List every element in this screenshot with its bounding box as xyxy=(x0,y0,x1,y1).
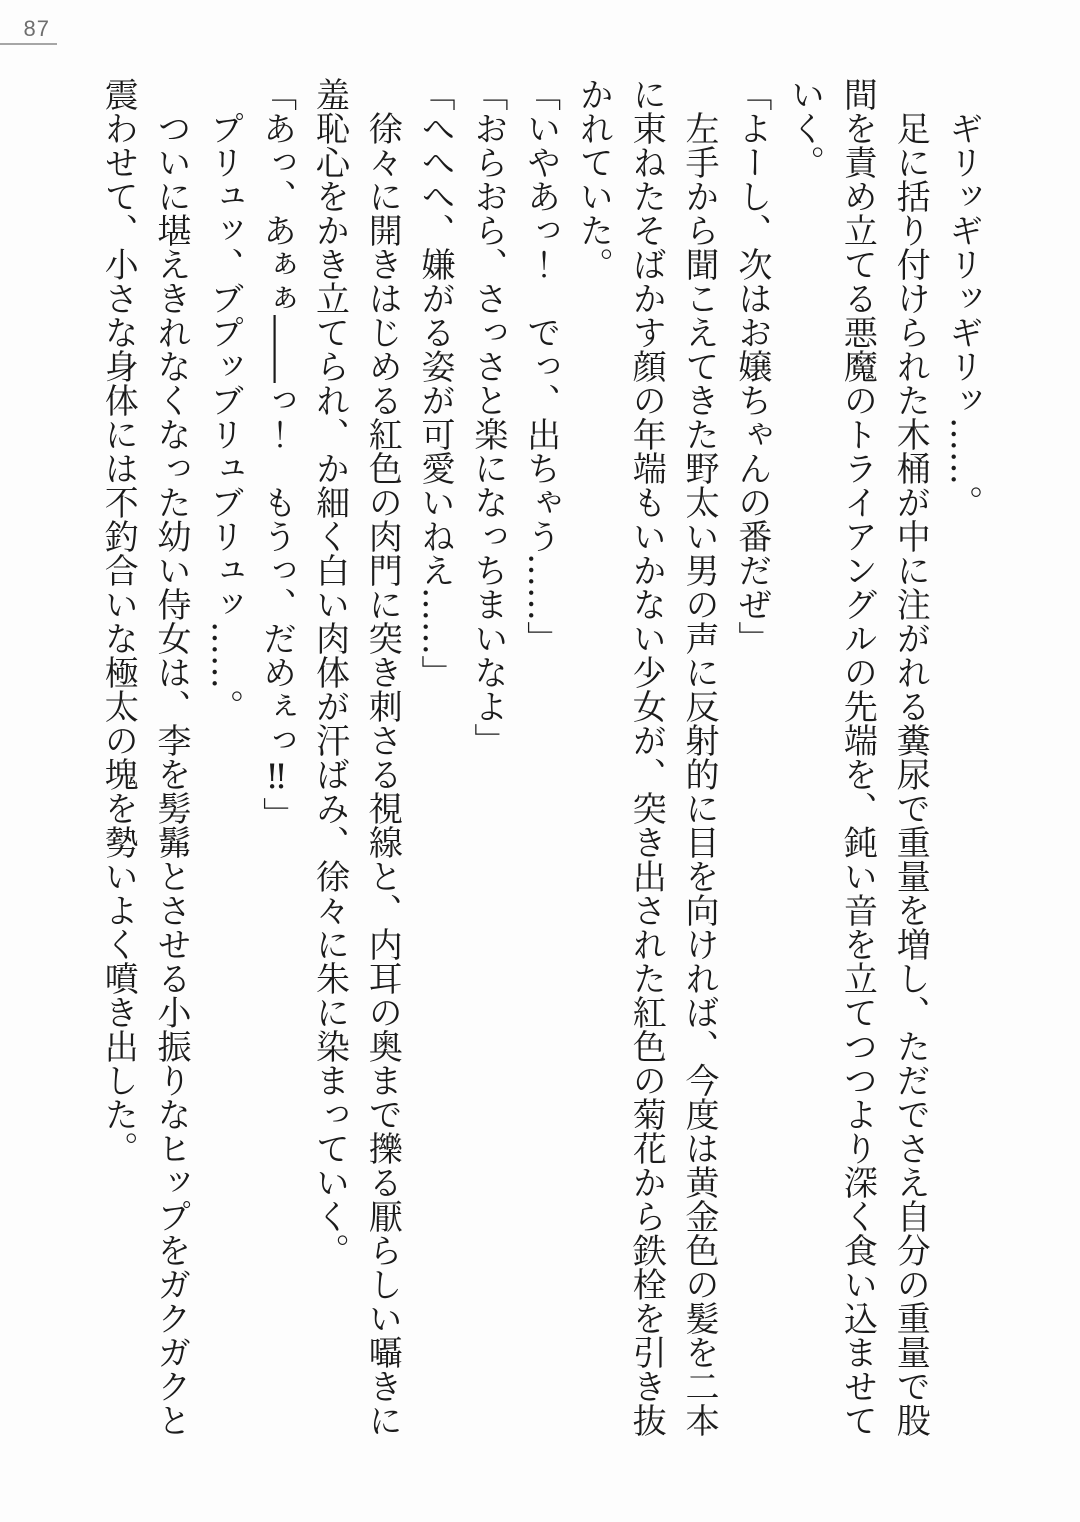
text-line: 「いやあっ！ でっ、出ちゃう……」 xyxy=(520,77,561,655)
text-line: 「おらおら、さっさと楽になっちまいなよ」 xyxy=(467,77,508,757)
text-line: かれていた。 xyxy=(573,77,614,281)
text-line: プリュッ、ブプッブリュブリュッ……。 xyxy=(203,111,244,723)
text-line: ついに堪えきれなくなった幼い侍女は、李を髣髴とさせる小振りなヒップをガクガクと xyxy=(151,111,192,1437)
text-line: 震わせて、小さな身体には不釣合いな極太の塊を勢いよく噴き出した。 xyxy=(98,77,139,1165)
text-line: いく。 xyxy=(784,77,825,179)
text-line: に束ねたそばかす顔の年端もいかない少女が、突き出された紅色の菊花から鉄栓を引き抜 xyxy=(626,77,667,1437)
page-number-text: 87 xyxy=(23,16,50,41)
text-line: 「あっ、あぁぁ――っ！ もうっ、だめぇっ‼」 xyxy=(256,77,297,831)
text-line: 左手から聞こえてきた野太い男の声に反射的に目を向ければ、今度は黄金色の髪を二本 xyxy=(679,111,720,1437)
page-number xyxy=(0,18,57,45)
text-line: ギリッギリッギリッ……。 xyxy=(943,111,983,519)
text-line: 間を責め立てる悪魔のトライアングルの先端を、鈍い音を立てつつより深く食い込ませて xyxy=(837,77,878,1437)
novel-text-block xyxy=(91,77,989,1437)
text-line: 羞恥心をかき立てられ、か細く白い肉体が汗ばみ、徐々に朱に染まっていく。 xyxy=(309,77,350,1267)
text-line: 足に括り付けられた木桶が中に注がれる糞尿で重量を増し、ただでさえ自分の重量で股 xyxy=(890,111,931,1437)
text-line: 「へへへ、嫌がる姿が可愛いねえ……」 xyxy=(415,77,456,689)
text-line: 「よーし、次はお嬢ちゃんの番だぜ」 xyxy=(731,77,772,655)
text-line: 徐々に開きはじめる紅色の肉門に突き刺さる視線と、内耳の奥まで擽る厭らしい囁きに xyxy=(362,111,403,1437)
